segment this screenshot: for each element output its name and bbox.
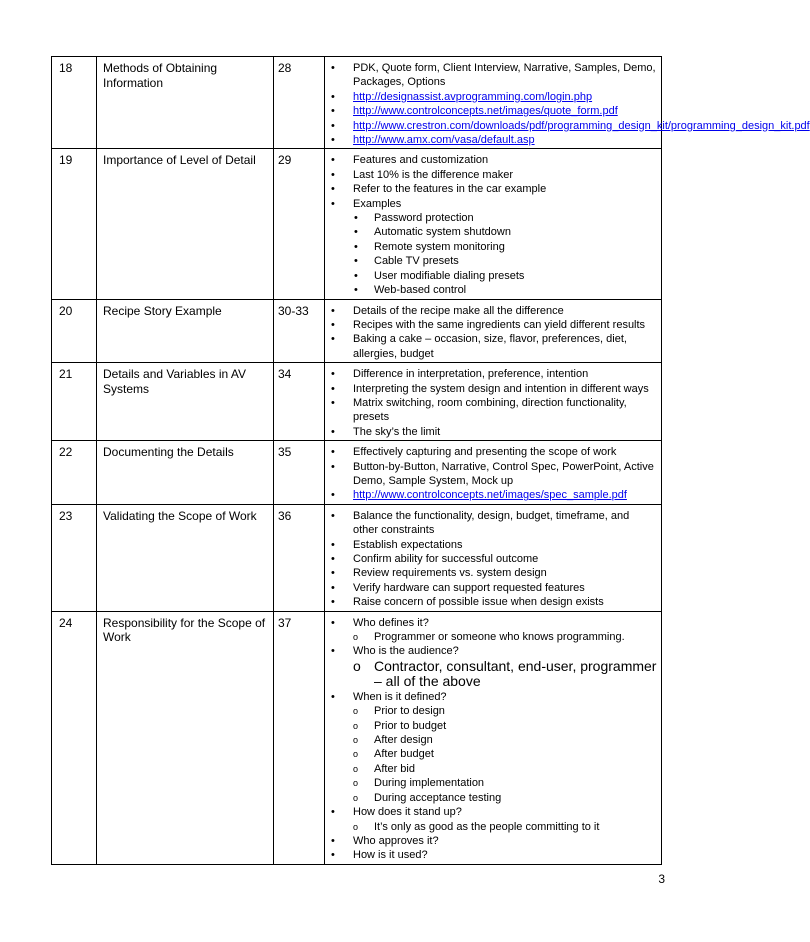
bullet-text: Establish expectations bbox=[353, 538, 463, 551]
topic-cell bbox=[97, 611, 274, 864]
bullet-text: Confirm ability for successful outcome bbox=[353, 553, 539, 565]
content-cell bbox=[325, 57, 810, 149]
bullet-list bbox=[325, 612, 661, 864]
sub-bullet-item: • Remote system monitoring bbox=[374, 240, 657, 254]
bullet-item bbox=[353, 538, 657, 552]
sub-bullet-list bbox=[353, 630, 657, 644]
bullet-item bbox=[353, 552, 657, 566]
bullet-item bbox=[353, 367, 657, 381]
bullet-text: Button-by-Button, Narrative, Control Spec, PowerPoint, Active Demo, Sample System, Mock up bbox=[353, 460, 654, 487]
section-number: 21 bbox=[59, 367, 73, 382]
bullet-text: The sky’s the limit bbox=[353, 425, 441, 438]
bullet-item bbox=[353, 445, 657, 459]
bullet-text: Last 10% is the difference maker bbox=[353, 168, 513, 181]
bullet-list bbox=[325, 149, 661, 298]
bullet-text: Review requirements vs. system design bbox=[353, 567, 547, 580]
bullet-item bbox=[353, 318, 657, 332]
content-cell bbox=[325, 149, 662, 299]
topic-title: Responsibility for the Scope of Work bbox=[103, 615, 266, 645]
slides-cell bbox=[274, 57, 325, 149]
section-number-cell bbox=[52, 363, 97, 441]
topic-title: Methods of Obtaining Information bbox=[103, 61, 218, 90]
sub-bullet-item: • Password protection bbox=[374, 211, 657, 225]
reference-link[interactable]: http://www.crestron.com/downloads/pdf/programming_design_kit/programming_design_kit.pdf bbox=[353, 119, 810, 132]
bullet-item bbox=[353, 595, 657, 609]
table-row bbox=[52, 57, 662, 149]
bullet-text: Features and customization bbox=[353, 154, 489, 167]
bullet-text: How does it stand up? bbox=[353, 806, 462, 819]
content-cell bbox=[325, 611, 662, 864]
sub-bullet-item: o Prior to design bbox=[374, 704, 657, 718]
section-number: 23 bbox=[59, 508, 73, 523]
sub-bullet-item: o It’s only as good as the people committing to it bbox=[374, 820, 657, 834]
bullet-item bbox=[353, 488, 657, 502]
bullet-text: Matrix switching, room combining, direction functionality, presets bbox=[353, 396, 627, 424]
sub-bullet-item: o After bid bbox=[374, 762, 657, 776]
sub-bullet-list bbox=[353, 704, 657, 805]
outline-table-body bbox=[52, 57, 810, 865]
bullet-text: How is it used? bbox=[353, 849, 428, 862]
sub-bullet-item: • Automatic system shutdown bbox=[374, 225, 657, 239]
bullet-text: Balance the functionality, design, budget, timeframe, and other constraints bbox=[353, 509, 630, 537]
bullet-text: Who is the audience? bbox=[353, 645, 459, 658]
slide-range: 28 bbox=[278, 61, 292, 75]
bullet-text: Raise concern of possible issue when design exists bbox=[353, 596, 604, 609]
bullet-text: Difference in interpretation, preference, intention bbox=[353, 368, 589, 381]
bullet-text: Interpreting the system design and intention in different ways bbox=[353, 382, 649, 395]
bullet-list bbox=[325, 57, 810, 148]
sub-bullet-item: o After design bbox=[374, 733, 657, 747]
bullet-item bbox=[353, 644, 657, 689]
reference-link[interactable]: http://www.controlconcepts.net/images/quote_form.pdf bbox=[353, 105, 618, 118]
content-cell bbox=[325, 441, 662, 505]
topic-cell bbox=[97, 441, 274, 505]
bullet-text: Who defines it? bbox=[353, 616, 429, 629]
slides-cell bbox=[274, 504, 325, 611]
bullet-item bbox=[353, 566, 657, 580]
table-row bbox=[52, 441, 662, 505]
bullet-item bbox=[353, 168, 657, 182]
bullet-item bbox=[353, 382, 657, 396]
slides-cell bbox=[274, 299, 325, 363]
slide-range: 36 bbox=[278, 508, 292, 523]
bullet-item bbox=[353, 805, 657, 834]
bullet-item bbox=[353, 425, 657, 439]
section-number-cell bbox=[52, 504, 97, 611]
bullet-item bbox=[353, 90, 657, 104]
topic-title: Details and Variables in AV Systems bbox=[103, 367, 246, 396]
bullet-item bbox=[353, 197, 657, 298]
topic-cell bbox=[97, 504, 274, 611]
page-number: 3 bbox=[658, 872, 665, 886]
bullet-item bbox=[353, 332, 657, 361]
bullet-text: Verify hardware can support requested features bbox=[353, 581, 585, 594]
bullet-item bbox=[353, 153, 657, 167]
slides-cell bbox=[274, 611, 325, 864]
slides-cell bbox=[274, 363, 325, 441]
slide-range: 37 bbox=[278, 615, 292, 630]
section-number-cell bbox=[52, 57, 97, 149]
bullet-item bbox=[353, 133, 657, 147]
sub-bullet-item: o Programmer or someone who knows programming. bbox=[374, 630, 657, 644]
bullet-list bbox=[325, 441, 661, 504]
section-number-cell bbox=[52, 299, 97, 363]
section-number: 24 bbox=[59, 615, 73, 630]
section-number-cell bbox=[52, 149, 97, 299]
sub-bullet-item: o During acceptance testing bbox=[374, 791, 657, 805]
sub-bullet-item: o Prior to budget bbox=[374, 719, 657, 733]
content-cell bbox=[325, 363, 662, 441]
bullet-text: Baking a cake – occasion, size, flavor, preferences, diet, allergies, budget bbox=[353, 333, 627, 360]
bullet-text: PDK, Quote form, Client Interview, Narrative, Samples, Demo, Packages, Options bbox=[353, 62, 656, 89]
section-number: 22 bbox=[59, 445, 73, 460]
topic-title: Recipe Story Example bbox=[103, 303, 222, 318]
topic-title: Validating the Scope of Work bbox=[103, 508, 257, 523]
slides-cell bbox=[274, 441, 325, 505]
section-number: 20 bbox=[59, 303, 73, 318]
bullet-item bbox=[353, 581, 657, 595]
bullet-item bbox=[353, 509, 657, 538]
section-number-cell bbox=[52, 611, 97, 864]
topic-cell bbox=[97, 57, 274, 149]
bullet-text: Who approves it? bbox=[353, 834, 439, 847]
bullet-item bbox=[353, 848, 657, 862]
bullet-item bbox=[353, 182, 657, 196]
sub-bullet-item: o During implementation bbox=[374, 776, 657, 790]
bullet-text: Refer to the features in the car example bbox=[353, 183, 547, 196]
sub-bullet-item: o Contractor, consultant, end-user, programmer – all of the above bbox=[374, 659, 657, 690]
course-outline-table bbox=[51, 56, 810, 865]
topic-cell bbox=[97, 363, 274, 441]
table-row bbox=[52, 611, 662, 864]
bullet-item bbox=[353, 616, 657, 645]
bullet-item bbox=[353, 104, 657, 118]
sub-bullet-list bbox=[353, 659, 657, 690]
bullet-text: When is it defined? bbox=[353, 690, 447, 703]
topic-cell bbox=[97, 299, 274, 363]
sub-bullet-list bbox=[353, 211, 657, 297]
bullet-item bbox=[353, 460, 657, 489]
reference-link[interactable]: http://www.amx.com/vasa/default.asp bbox=[353, 134, 535, 147]
bullet-list bbox=[325, 505, 661, 611]
slide-range: 34 bbox=[278, 367, 292, 382]
bullet-item bbox=[353, 396, 657, 425]
slide-range: 35 bbox=[278, 445, 292, 460]
bullet-text: Details of the recipe make all the difference bbox=[353, 304, 564, 317]
section-number: 18 bbox=[59, 61, 73, 75]
bullet-item bbox=[353, 834, 657, 848]
bullet-item bbox=[353, 304, 657, 318]
reference-link[interactable]: http://designassist.avprogramming.com/login.php bbox=[353, 90, 593, 103]
slide-range: 30-33 bbox=[278, 303, 309, 318]
slide-range: 29 bbox=[278, 153, 292, 168]
sub-bullet-list bbox=[353, 820, 657, 834]
table-row bbox=[52, 504, 662, 611]
bullet-item bbox=[353, 119, 810, 133]
section-number: 19 bbox=[59, 153, 73, 168]
sub-bullet-item: • Web-based control bbox=[374, 283, 657, 297]
sub-bullet-item: • User modifiable dialing presets bbox=[374, 269, 657, 283]
table-row bbox=[52, 149, 662, 299]
topic-title: Importance of Level of Detail bbox=[103, 153, 256, 168]
table-row bbox=[52, 299, 662, 363]
bullet-text: Examples bbox=[353, 197, 402, 210]
reference-link[interactable]: http://www.controlconcepts.net/images/spec_sample.pdf bbox=[353, 489, 627, 502]
bullet-list bbox=[325, 363, 661, 440]
bullet-item bbox=[353, 690, 657, 805]
sub-bullet-item: o After budget bbox=[374, 747, 657, 761]
slides-cell bbox=[274, 149, 325, 299]
sub-bullet-item: • Cable TV presets bbox=[374, 254, 657, 268]
section-number-cell bbox=[52, 441, 97, 505]
topic-cell bbox=[97, 149, 274, 299]
bullet-text: Recipes with the same ingredients can yield different results bbox=[353, 318, 646, 331]
topic-title: Documenting the Details bbox=[103, 445, 234, 460]
bullet-text: Effectively capturing and presenting the scope of work bbox=[353, 446, 617, 459]
content-cell bbox=[325, 299, 662, 363]
bullet-item bbox=[353, 61, 657, 90]
content-cell bbox=[325, 504, 662, 611]
table-row bbox=[52, 363, 662, 441]
bullet-list bbox=[325, 300, 661, 363]
